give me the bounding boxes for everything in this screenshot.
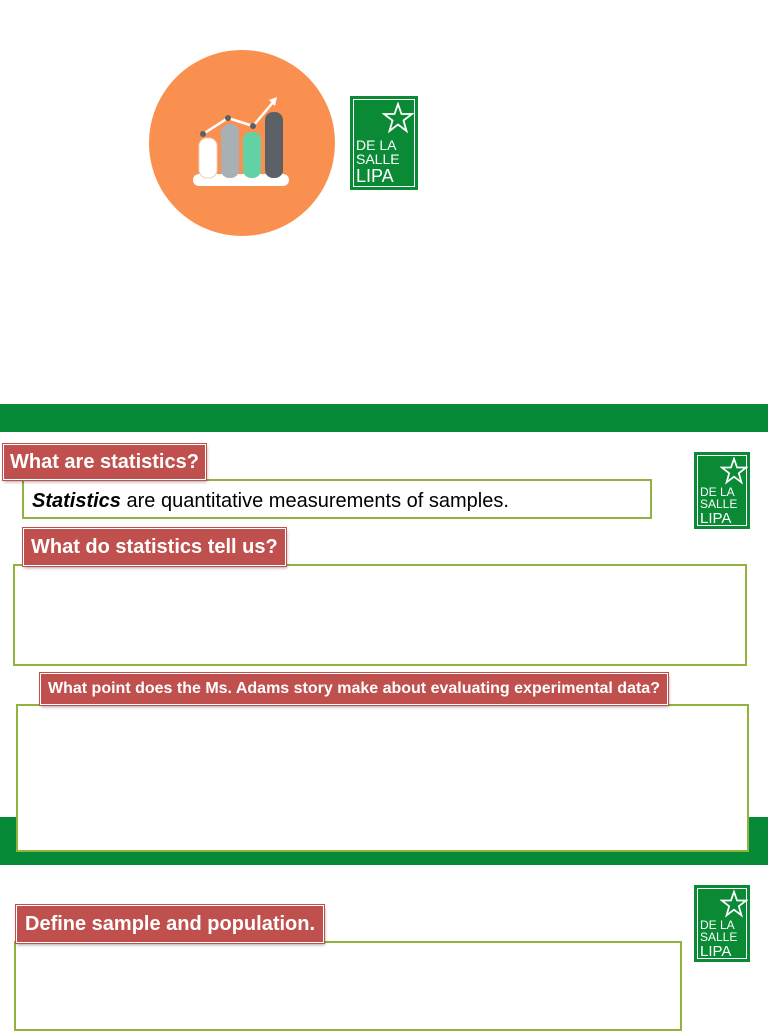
logo-line-2: SALLE [356,151,400,167]
statistics-term: Statistics [32,490,121,512]
statistics-definition-rest: are quantitative measurements of samples. [120,490,509,512]
answer-box-sample-and-population [14,941,682,1031]
question-label: Define sample and population. [25,912,316,935]
statistics-definition [32,490,509,513]
star-icon [382,102,414,134]
de-la-salle-lipa-logo [694,885,750,962]
logo-line-1: DE LA [700,918,735,932]
question-header-ms-adams-story [40,673,668,705]
question-header-what-do-statistics-tell-us [23,528,286,566]
logo-line-2: SALLE [700,930,738,944]
answer-box-what-do-statistics-tell-us [13,564,747,666]
logo-line-2: SALLE [700,497,738,511]
question-header-what-are-statistics [3,444,206,480]
question-header-define-sample-and-population [16,905,324,943]
star-icon [720,457,748,485]
chart-icon-circle [149,50,335,236]
logo-line-3: LIPA [700,943,732,960]
question-label: What are statistics? [10,450,199,473]
de-la-salle-lipa-logo [350,96,418,190]
question-label: What point does the Ms. Adams story make about evaluating experimental data? [48,680,660,697]
star-icon [720,890,748,918]
answer-box-ms-adams-story [16,704,749,852]
logo-line-3: LIPA [356,166,394,186]
question-label: What do statistics tell us? [31,535,278,558]
green-band-top [0,404,768,432]
statistics-definition-box [22,479,652,519]
logo-line-3: LIPA [700,510,732,527]
logo-line-1: DE LA [700,485,735,499]
de-la-salle-lipa-logo [694,452,750,529]
logo-line-1: DE LA [356,137,397,153]
bar-chart-trend-icon [149,50,335,236]
